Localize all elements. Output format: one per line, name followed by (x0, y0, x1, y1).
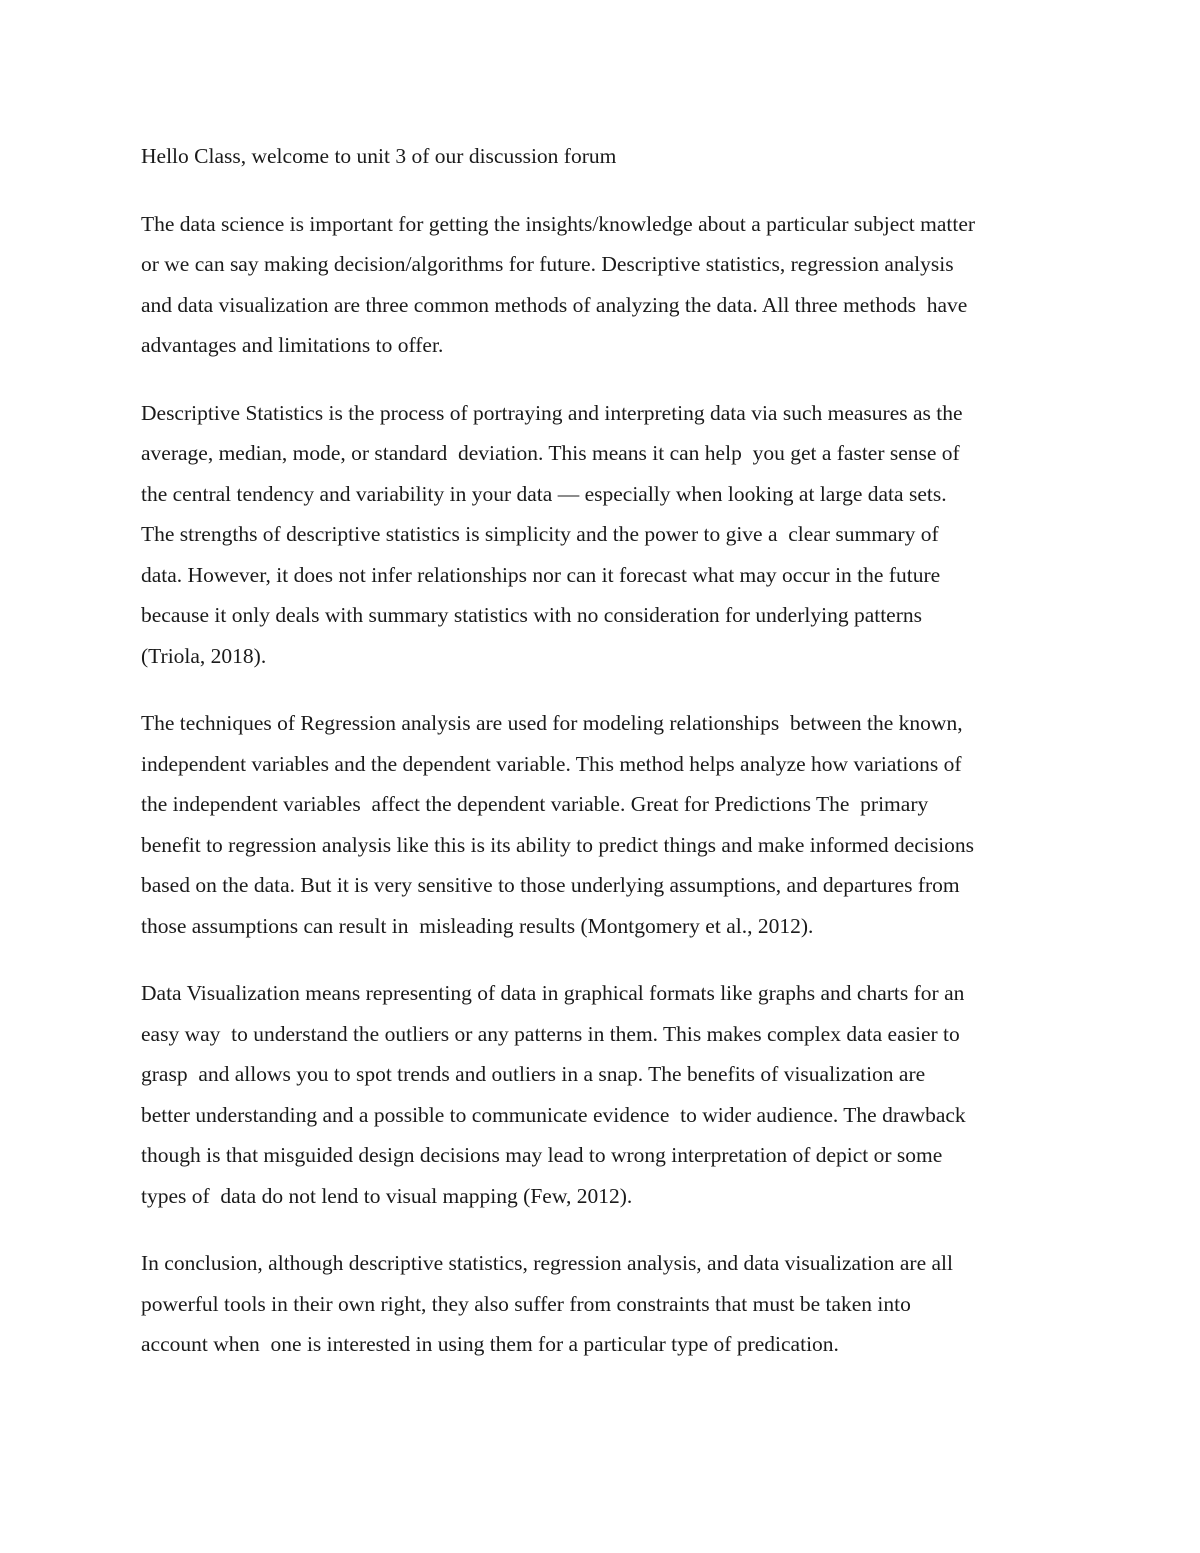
data-visualization-paragraph (141, 973, 1061, 1216)
text-line: based on the data. But it is very sensitive to those underlying assumptions, and departures from (141, 873, 960, 897)
text-line: easy way to understand the outliers or any patterns in them. This makes complex data easier to (141, 1021, 960, 1046)
document-body (141, 136, 1061, 1365)
text-line: Data Visualization means representing of data in graphical formats like graphs and charts for an (141, 981, 965, 1005)
intro-paragraph (141, 204, 1061, 366)
text-line: though is that misguided design decisions may lead to wrong interpretation of depict or some (141, 1143, 943, 1167)
text-line: the central tendency and variability in your data — especially when looking at large data sets. (141, 481, 947, 506)
text-line: types of data do not lend to visual mapping (Few, 2012). (141, 1183, 633, 1208)
text-line: the independent variables affect the dependent variable. Great for Predictions The primary (141, 792, 929, 816)
text-line: Descriptive Statistics is the process of portraying and interpreting data via such measures as the (141, 400, 963, 425)
descriptive-statistics-paragraph (141, 393, 1061, 677)
text-line: The data science is important for getting the insights/knowledge about a particular subject matter (141, 211, 976, 236)
text-line: The strengths of descriptive statistics is simplicity and the power to give a clear summary of (141, 522, 939, 546)
text-line: advantages and limitations to offer. (141, 333, 444, 357)
greeting-paragraph (141, 136, 1061, 177)
text-line: data. However, it does not infer relationships nor can it forecast what may occur in the future (141, 562, 941, 587)
text-line: average, median, mode, or standard deviation. This means it can help you get a faster sense of (141, 441, 960, 465)
text-line: grasp and allows you to spot trends and outliers in a snap. The benefits of visualization are (141, 1062, 926, 1086)
text-line: better understanding and a possible to communicate evidence to wider audience. The drawback (141, 1102, 966, 1127)
text-line: In conclusion, although descriptive statistics, regression analysis, and data visualization are all (141, 1251, 954, 1275)
text-line: or we can say making decision/algorithms for future. Descriptive statistics, regression analysis (141, 252, 954, 276)
text-line: because it only deals with summary statistics with no consideration for underlying patterns (141, 603, 923, 627)
text-line: those assumptions can result in misleading results (Montgomery et al., 2012). (141, 913, 814, 938)
text-line: (Triola, 2018). (141, 643, 267, 668)
text-line: benefit to regression analysis like this is its ability to predict things and make informed decisions (141, 832, 974, 857)
text-line: Hello Class, welcome to unit 3 of our discussion forum (141, 144, 617, 168)
text-line: The techniques of Regression analysis are used for modeling relationships between the known, (141, 711, 963, 735)
text-line: and data visualization are three common methods of analyzing the data. All three methods have (141, 292, 968, 317)
text-line: account when one is interested in using them for a particular type of predication. (141, 1332, 839, 1356)
regression-analysis-paragraph (141, 703, 1061, 946)
text-line: powerful tools in their own right, they also suffer from constraints that must be taken into (141, 1291, 911, 1316)
text-line: independent variables and the dependent variable. This method helps analyze how variations of (141, 751, 962, 776)
conclusion-paragraph (141, 1243, 1061, 1365)
